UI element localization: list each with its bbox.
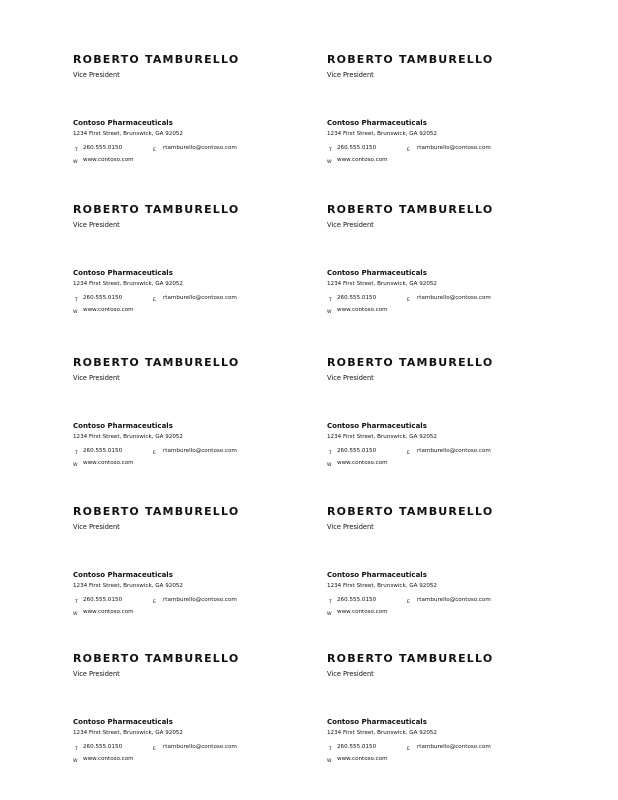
web-label: W (327, 463, 332, 468)
email-label: E (407, 148, 410, 153)
card-contact-row (73, 448, 323, 458)
card-website: www.contoso.com (83, 307, 134, 313)
card-email: rtamburello@contoso.com (163, 597, 237, 603)
card-title: Vice President (327, 71, 374, 79)
business-card (73, 356, 323, 496)
phone-label: T (329, 148, 332, 153)
card-address: 1234 First Street, Brunswick, GA 92052 (327, 281, 437, 287)
business-card (73, 652, 323, 792)
card-phone: 260.555.0150 (83, 597, 123, 603)
card-email: rtamburello@contoso.com (163, 295, 237, 301)
business-card (327, 505, 577, 645)
card-company: Contoso Pharmaceuticals (327, 571, 427, 579)
card-company: Contoso Pharmaceuticals (73, 269, 173, 277)
card-company: Contoso Pharmaceuticals (327, 422, 427, 430)
card-address: 1234 First Street, Brunswick, GA 92052 (73, 583, 183, 589)
card-web-row (327, 756, 527, 766)
card-web-row (327, 609, 527, 619)
card-phone: 260.555.0150 (83, 744, 123, 750)
card-name: ROBERTO TAMBURELLO (327, 53, 494, 66)
card-company: Contoso Pharmaceuticals (327, 718, 427, 726)
card-email: rtamburello@contoso.com (417, 597, 491, 603)
web-label: W (73, 160, 78, 165)
card-website: www.contoso.com (83, 756, 134, 762)
card-contact-row (73, 744, 323, 754)
business-card (327, 203, 577, 343)
card-address: 1234 First Street, Brunswick, GA 92052 (327, 131, 437, 137)
card-company: Contoso Pharmaceuticals (327, 269, 427, 277)
card-name: ROBERTO TAMBURELLO (73, 356, 240, 369)
web-label: W (327, 612, 332, 617)
card-contact-row (73, 597, 323, 607)
card-phone: 260.555.0150 (83, 145, 123, 151)
card-phone: 260.555.0150 (337, 597, 377, 603)
card-title: Vice President (327, 523, 374, 531)
web-label: W (327, 759, 332, 764)
card-email: rtamburello@contoso.com (417, 295, 491, 301)
card-name: ROBERTO TAMBURELLO (327, 356, 494, 369)
card-name: ROBERTO TAMBURELLO (73, 53, 240, 66)
card-web-row (73, 609, 273, 619)
web-label: W (73, 612, 78, 617)
card-website: www.contoso.com (337, 460, 388, 466)
email-label: E (407, 600, 410, 605)
card-title: Vice President (73, 71, 120, 79)
card-contact-row (73, 145, 323, 155)
card-address: 1234 First Street, Brunswick, GA 92052 (327, 583, 437, 589)
phone-label: T (329, 298, 332, 303)
card-title: Vice President (73, 374, 120, 382)
business-card (73, 505, 323, 645)
card-address: 1234 First Street, Brunswick, GA 92052 (73, 730, 183, 736)
business-card (73, 203, 323, 343)
card-email: rtamburello@contoso.com (417, 744, 491, 750)
card-contact-row (327, 295, 577, 305)
card-company: Contoso Pharmaceuticals (327, 119, 427, 127)
card-name: ROBERTO TAMBURELLO (73, 652, 240, 665)
card-website: www.contoso.com (83, 609, 134, 615)
card-title: Vice President (73, 670, 120, 678)
web-label: W (73, 463, 78, 468)
email-label: E (153, 747, 156, 752)
card-company: Contoso Pharmaceuticals (73, 718, 173, 726)
card-email: rtamburello@contoso.com (417, 448, 491, 454)
card-email: rtamburello@contoso.com (163, 145, 237, 151)
card-address: 1234 First Street, Brunswick, GA 92052 (73, 131, 183, 137)
phone-label: T (75, 747, 78, 752)
phone-label: T (75, 298, 78, 303)
card-web-row (73, 460, 273, 470)
business-card (327, 53, 577, 193)
card-title: Vice President (73, 221, 120, 229)
phone-label: T (329, 747, 332, 752)
card-phone: 260.555.0150 (337, 448, 377, 454)
card-web-row (327, 460, 527, 470)
business-card (73, 53, 323, 193)
email-label: E (153, 298, 156, 303)
card-name: ROBERTO TAMBURELLO (73, 203, 240, 216)
card-title: Vice President (73, 523, 120, 531)
card-website: www.contoso.com (337, 157, 388, 163)
email-label: E (153, 600, 156, 605)
email-label: E (407, 747, 410, 752)
web-label: W (327, 160, 332, 165)
card-name: ROBERTO TAMBURELLO (327, 203, 494, 216)
email-label: E (153, 451, 156, 456)
card-contact-row (327, 744, 577, 754)
card-title: Vice President (327, 374, 374, 382)
card-web-row (73, 307, 273, 317)
card-company: Contoso Pharmaceuticals (73, 422, 173, 430)
card-contact-row (327, 145, 577, 155)
phone-label: T (329, 600, 332, 605)
card-company: Contoso Pharmaceuticals (73, 571, 173, 579)
card-website: www.contoso.com (83, 157, 134, 163)
card-name: ROBERTO TAMBURELLO (73, 505, 240, 518)
card-email: rtamburello@contoso.com (417, 145, 491, 151)
card-title: Vice President (327, 221, 374, 229)
card-contact-row (73, 295, 323, 305)
card-address: 1234 First Street, Brunswick, GA 92052 (73, 281, 183, 287)
card-address: 1234 First Street, Brunswick, GA 92052 (327, 730, 437, 736)
phone-label: T (329, 451, 332, 456)
card-company: Contoso Pharmaceuticals (73, 119, 173, 127)
card-phone: 260.555.0150 (83, 448, 123, 454)
email-label: E (407, 298, 410, 303)
card-phone: 260.555.0150 (337, 744, 377, 750)
card-title: Vice President (327, 670, 374, 678)
web-label: W (73, 759, 78, 764)
card-website: www.contoso.com (337, 307, 388, 313)
card-web-row (73, 756, 273, 766)
card-email: rtamburello@contoso.com (163, 744, 237, 750)
card-name: ROBERTO TAMBURELLO (327, 652, 494, 665)
card-address: 1234 First Street, Brunswick, GA 92052 (73, 434, 183, 440)
card-phone: 260.555.0150 (337, 145, 377, 151)
card-website: www.contoso.com (337, 609, 388, 615)
card-website: www.contoso.com (83, 460, 134, 466)
card-web-row (73, 157, 273, 167)
email-label: E (153, 148, 156, 153)
card-address: 1234 First Street, Brunswick, GA 92052 (327, 434, 437, 440)
business-card (327, 356, 577, 496)
card-contact-row (327, 597, 577, 607)
card-phone: 260.555.0150 (337, 295, 377, 301)
phone-label: T (75, 148, 78, 153)
card-phone: 260.555.0150 (83, 295, 123, 301)
card-website: www.contoso.com (337, 756, 388, 762)
card-web-row (327, 157, 527, 167)
card-email: rtamburello@contoso.com (163, 448, 237, 454)
web-label: W (327, 310, 332, 315)
card-contact-row (327, 448, 577, 458)
phone-label: T (75, 451, 78, 456)
phone-label: T (75, 600, 78, 605)
business-card (327, 652, 577, 792)
web-label: W (73, 310, 78, 315)
card-web-row (327, 307, 527, 317)
card-name: ROBERTO TAMBURELLO (327, 505, 494, 518)
email-label: E (407, 451, 410, 456)
